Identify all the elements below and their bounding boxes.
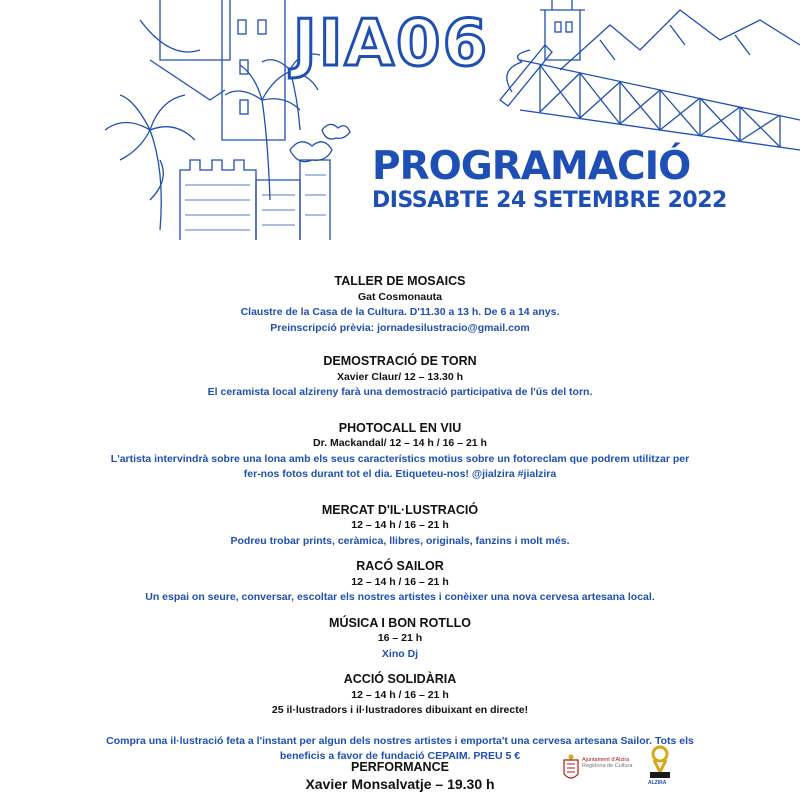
event-performance — [0, 760, 800, 792]
event-email-link[interactable]: Preinscripció prèvia: jornadesilustracio@gmail.com — [270, 321, 530, 334]
event-demostracio-torn — [100, 354, 700, 401]
alzira-sponsor-icon — [640, 742, 680, 798]
event-subtitle: 12 – 14 h / 16 – 21 h — [351, 688, 449, 701]
ajuntament-label — [582, 757, 642, 769]
event-subtitle: 12 – 14 h / 16 – 21 h — [351, 575, 449, 588]
event-mercat — [100, 503, 700, 550]
ajuntament-name: Ajuntament d'Alzira — [582, 757, 630, 763]
event-line: fer-nos fotos durant tot el dia. Etiqueteu-nos! @jialzira #jialzira — [243, 468, 557, 480]
event-line: Compra una il·lustració feta a l'instant per algun dels nostres artistes i emporta't una cervesa artesana Sailor. Tots els — [106, 734, 694, 747]
event-title: PERFORMANCE — [351, 760, 449, 774]
event-title: PHOTOCALL EN VIU — [338, 420, 462, 435]
event-title: TALLER DE MOSAICS — [334, 274, 466, 288]
event-title: ACCIÓ SOLIDÀRIA — [343, 672, 457, 686]
event-line: beneficis a favor de fundació CEPAIM. PREU 5 € — [279, 750, 521, 762]
jia06-logo: JIA06 — [292, 7, 490, 81]
event-title: MERCAT D'IL·LUSTRACIÓ — [321, 502, 479, 517]
event-title: RACÓ SAILOR — [356, 559, 444, 573]
event-musica — [100, 616, 700, 663]
event-photocall — [100, 421, 700, 483]
event-line: L'artista intervindrà sobre una lona amb els seus característics motius sobre un fotoreclam que podrem utilitzar per — [110, 452, 690, 465]
event-line: Podreu trobar prints, ceràmica, llibres, originals, fanzins i molt més. — [230, 534, 570, 547]
event-subtitle: Gat Cosmonauta — [357, 290, 442, 303]
event-subtitle: 12 – 14 h / 16 – 21 h — [351, 519, 449, 531]
program-list — [100, 270, 700, 765]
event-highlight: 25 il·lustradors i il·lustradores dibuixant en directe! — [271, 704, 529, 716]
event-line: Un espai on seure, conversar, escoltar els nostres artistes i conèixer una nova cervesa artesana local. — [145, 591, 655, 603]
event-subtitle: 16 – 21 h — [377, 632, 423, 644]
event-subtitle: Xavier Claur/ 12 – 13.30 h — [336, 370, 464, 383]
page-title: PROGRAMACIÓ — [372, 144, 691, 189]
event-subtitle: Xavier Monsalvatje – 19.30 h — [305, 776, 495, 792]
event-line: Claustre de la Casa de la Cultura. D'11.30 a 13 h. De 6 a 14 anys. — [240, 306, 560, 318]
event-line: El ceramista local alzireny farà una demostració participativa de l'ús del torn. — [207, 386, 593, 398]
event-taller-mosaics — [100, 274, 700, 336]
event-title: DEMOSTRACIÓ DE TORN — [323, 354, 477, 368]
ajuntament-sub: Regidoria de Cultura — [582, 763, 633, 769]
alzira-label: ALZIRA — [648, 780, 667, 786]
event-raco-sailor — [100, 559, 700, 606]
event-title: MÚSICA I BON ROTLLO — [329, 615, 471, 630]
event-line: Xino Dj — [381, 647, 419, 660]
ajuntament-crest-icon — [560, 750, 630, 790]
event-date: DISSABTE 24 SETEMBRE 2022 — [372, 188, 727, 213]
event-subtitle: Dr. Mackandal/ 12 – 14 h / 16 – 21 h — [313, 437, 487, 449]
